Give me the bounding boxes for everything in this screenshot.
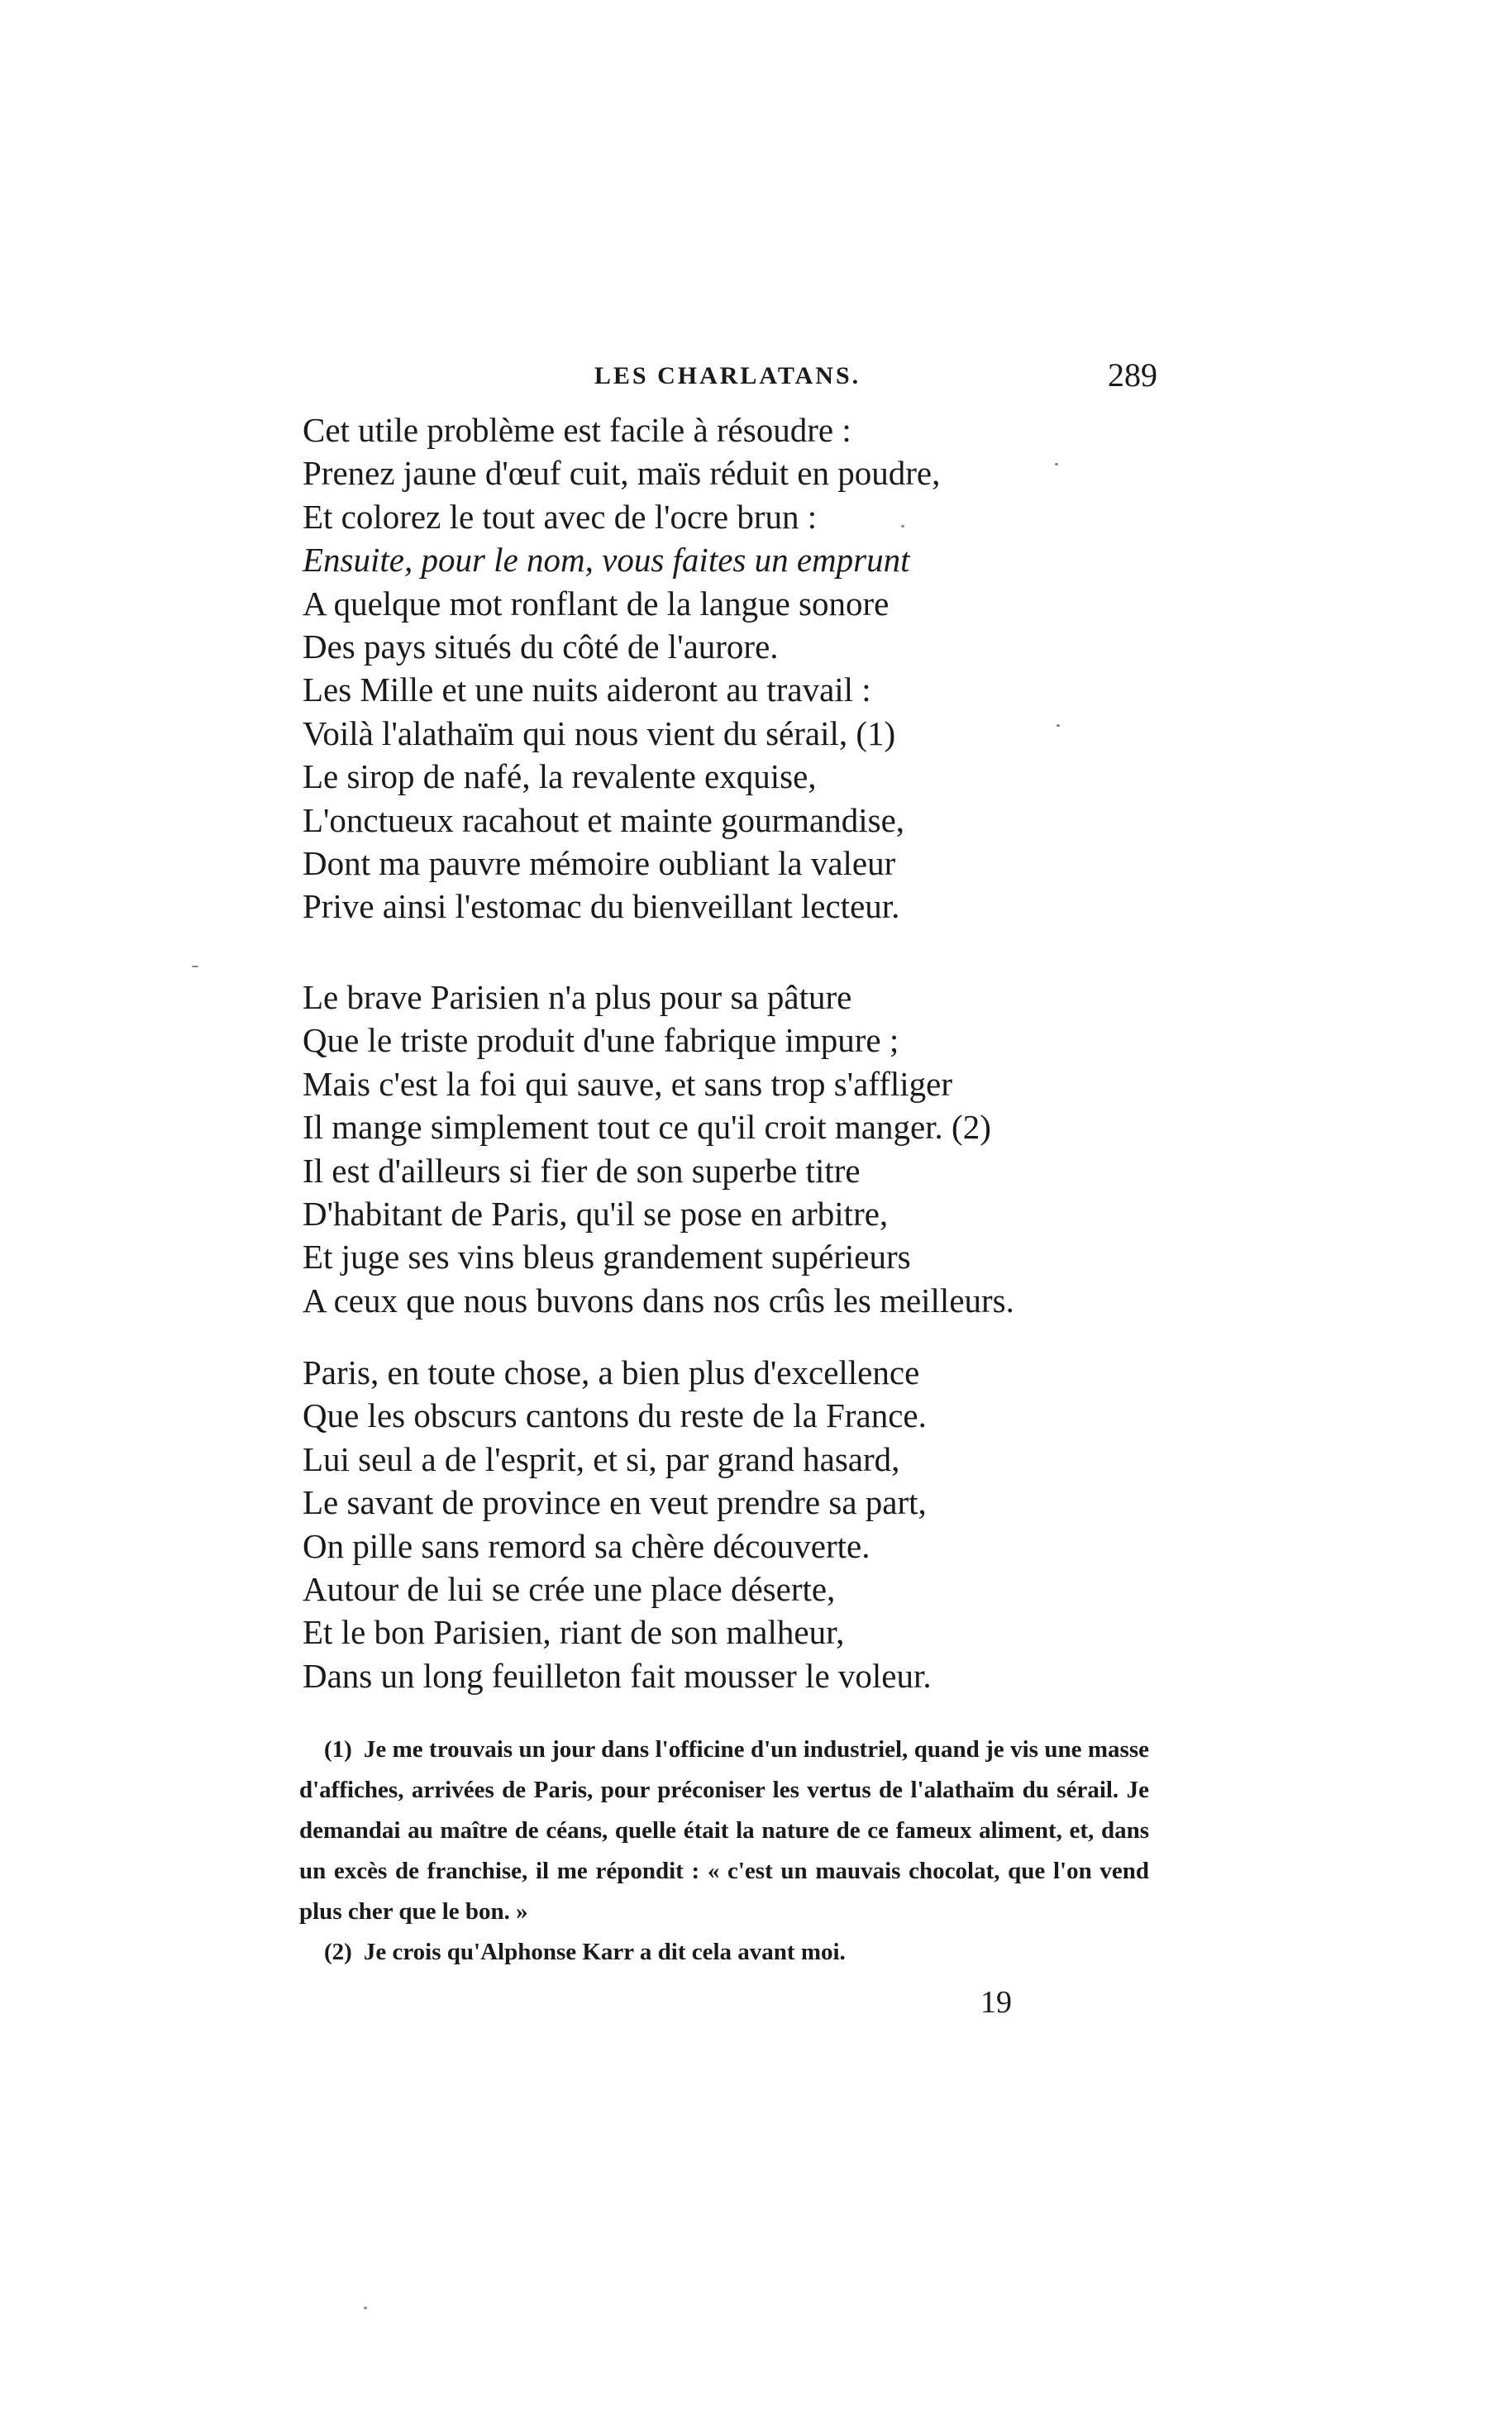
verse-line: Le savant de province en veut prendre sa part, <box>303 1483 927 1522</box>
stanza-3 <box>303 1351 1212 1697</box>
verse-line: Le brave Parisien n'a plus pour sa pâture <box>303 978 852 1016</box>
footnote-mark: (1) <box>324 1736 352 1763</box>
scan-speck <box>901 525 904 527</box>
verse-line: Et le bon Parisien, riant de son malheur, <box>303 1613 845 1652</box>
scan-speck <box>192 966 198 967</box>
verse-line: Il est d'ailleurs si fier de son superbe titre <box>303 1151 861 1190</box>
verse-line: Que les obscurs cantons du reste de la France. <box>303 1396 927 1435</box>
verse-line: Paris, en toute chose, a bien plus d'excellence <box>303 1353 920 1391</box>
verse-line: Il mange simplement tout ce qu'il croit manger. (2) <box>303 1108 991 1147</box>
verse-line: Cet utile problème est facile à résoudre : <box>303 411 851 449</box>
footnote-text: Je crois qu'Alphonse Karr a dit cela avant moi. <box>363 1939 846 1965</box>
verse-line: Dont ma pauvre mémoire oubliant la valeur <box>303 843 896 882</box>
verse-line: L'onctueux racahout et mainte gourmandise, <box>303 800 905 839</box>
stanza-2 <box>303 976 1212 1322</box>
verse-line: D'habitant de Paris, qu'il se pose en arbitre, <box>303 1194 889 1233</box>
verse-line: Autour de lui se crée une place déserte, <box>303 1569 836 1608</box>
verse-line: Prive ainsi l'estomac du bienveillant lecteur. <box>303 887 900 926</box>
footnote-2 <box>299 1932 1149 1973</box>
verse-line: Dans un long feuilleton fait mousser le voleur. <box>303 1656 932 1695</box>
footnote-mark: (2) <box>324 1939 352 1965</box>
verse-line: A ceux que nous buvons dans nos crûs les meilleurs. <box>303 1281 1014 1320</box>
footnote-1 <box>299 1730 1149 1932</box>
verse-line: A quelque mot ronflant de la langue sonore <box>303 584 890 623</box>
verse-line: Lui seul a de l'esprit, et si, par grand hasard, <box>303 1439 900 1478</box>
verse-line: Mais c'est la foi qui sauve, et sans trop s'affliger <box>303 1064 952 1103</box>
verse-line: Et colorez le tout avec de l'ocre brun : <box>303 497 818 536</box>
verse-line: Les Mille et une nuits aideront au travail : <box>303 671 871 709</box>
scan-speck <box>364 2307 367 2309</box>
verse-line: Des pays situés du côté de l'aurore. <box>303 627 779 666</box>
page-number: 289 <box>1108 356 1157 394</box>
stanza-1 <box>303 408 1212 928</box>
verse-line: Ensuite, pour le nom, vous faites un emprunt <box>303 541 910 580</box>
scan-speck <box>1056 724 1060 727</box>
verse-line: Que le triste produit d'une fabrique impure ; <box>303 1021 899 1060</box>
verse-line: Et juge ses vins bleus grandement supérieurs <box>303 1238 911 1277</box>
scan-speck <box>1055 463 1058 465</box>
footnote-text: Je me trouvais un jour dans l'officine d'un industriel, quand je vis une masse d'affiches, arrivées de Paris, pour préconiser les vertus de l'alathaïm du sérail. Je demandai au maître de céans, quelle était la nature de ce fameux aliment, et, dans un excès de franchise, il me répondit : « c'est un mauvais chocolat, que l'on vend plus cher que le bon. » <box>299 1736 1149 1925</box>
verse-line: On pille sans remord sa chère découverte. <box>303 1526 870 1565</box>
verse-line: Voilà l'alathaïm qui nous vient du sérail, (1) <box>303 713 896 752</box>
verse-line: Le sirop de nafé, la revalente exquise, <box>303 757 817 796</box>
footnotes <box>299 1730 1149 1973</box>
verse-line: Prenez jaune d'œuf cuit, maïs réduit en poudre, <box>303 454 941 493</box>
running-title: LES CHARLATANS. <box>594 362 861 389</box>
running-head <box>298 356 1157 412</box>
signature-mark: 19 <box>980 1985 1012 2020</box>
